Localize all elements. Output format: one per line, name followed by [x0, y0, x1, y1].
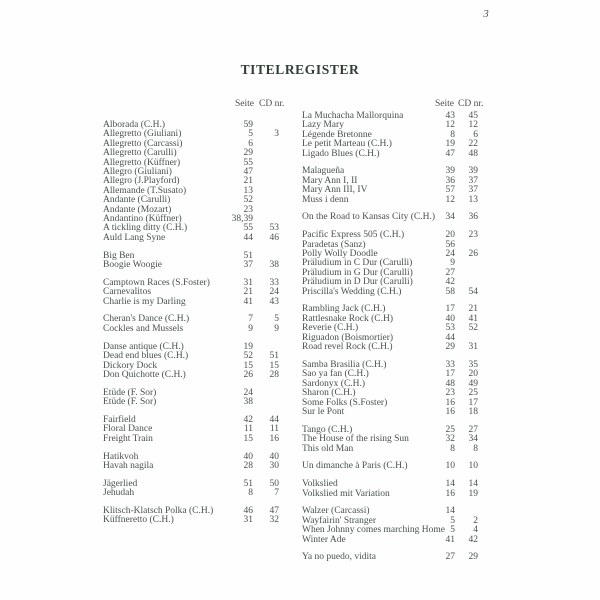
song-title: Fairfield	[103, 414, 136, 425]
song-title: Polly Wolly Doodle	[302, 249, 378, 260]
cd-number-value: 37	[468, 185, 478, 196]
page-number-value: 5	[450, 525, 455, 536]
cd-number-value: 29	[468, 552, 478, 563]
song-title: Priscilla's Wedding (C.H.)	[302, 286, 402, 297]
page-number-value: 55	[243, 223, 253, 234]
song-title: This old Man	[302, 443, 354, 454]
song-title: Rambling Jack (C.H.)	[302, 304, 386, 315]
cd-number-value: 47	[269, 505, 279, 516]
cd-number-value: 13	[468, 194, 478, 205]
page-number-value: 5	[450, 515, 455, 526]
cd-number-value: 30	[269, 460, 279, 471]
song-title: Charlie is my Darling	[103, 296, 186, 307]
cd-number-value	[253, 159, 279, 168]
song-title: Andantino (Küffner)	[103, 214, 182, 225]
page-number-value: 47	[243, 167, 253, 178]
song-title: Pacific Express 505 (C.H.)	[302, 230, 405, 241]
song-title: Tango (C.H.)	[302, 424, 353, 435]
page-number-value: 42	[243, 414, 253, 425]
song-title: Dead end blues (C.H.)	[103, 351, 189, 362]
cd-number-value: 17	[468, 397, 478, 408]
cd-number-value: 42	[468, 534, 478, 545]
register-row	[302, 196, 478, 205]
page-number-value: 9	[248, 323, 253, 334]
song-title: Lazy Mary	[302, 120, 344, 131]
page-number-value: 21	[243, 176, 253, 187]
register-row	[103, 325, 279, 334]
song-title: Volkslied mit Variation	[302, 488, 390, 499]
cd-number-value: 25	[468, 388, 478, 399]
song-title: Andante (Carulli)	[103, 195, 171, 206]
entry-group	[103, 416, 279, 444]
page-number-value: 36	[445, 175, 455, 186]
song-title: Sardonyx (C.H.)	[302, 378, 366, 389]
entry-group	[302, 507, 478, 545]
page-number-value: 37	[243, 260, 253, 271]
register-row	[302, 553, 478, 562]
song-title: Sharon (C.H.)	[302, 388, 356, 399]
register-row	[103, 371, 279, 380]
page-number-value: 38,39	[231, 214, 253, 225]
column-header-seite-right: Seite	[435, 99, 454, 109]
cd-number-value	[253, 177, 279, 186]
column-header-cd-left: CD nr.	[259, 99, 285, 109]
song-title: Etüde (F. Sor)	[103, 387, 157, 398]
song-title: Volkslied	[302, 479, 338, 490]
cd-number-value: 28	[269, 369, 279, 380]
song-title: Walzer (Carcassi)	[302, 506, 370, 517]
song-title: Riguadon (Boismortier)	[302, 332, 394, 343]
cd-number-value	[455, 269, 478, 278]
register-row	[302, 408, 478, 417]
page-number-value: 51	[243, 478, 253, 489]
song-title: La Muchacha Mallorquina	[302, 111, 404, 121]
register-row	[103, 489, 279, 498]
song-title: Präludium in D Dur (Carulli)	[302, 277, 413, 288]
page-number-value: 7	[248, 314, 253, 325]
cd-number-value: 20	[468, 369, 478, 380]
song-title: Klitsch-Klatsch Polka (C.H.)	[103, 505, 214, 516]
page-number-value: 48	[445, 378, 455, 389]
page-number-value: 56	[445, 239, 455, 250]
song-title: Etüde (F. Sor)	[103, 397, 157, 408]
page-number-value: 19	[445, 139, 455, 150]
page-number-value: 41	[445, 534, 455, 545]
cd-number-value: 26	[468, 249, 478, 260]
entry-group	[103, 389, 279, 408]
cd-number-value: 18	[468, 406, 478, 417]
song-title: The House of the rising Sun	[302, 434, 409, 445]
page-number-value: 12	[445, 120, 455, 131]
cd-number-value: 27	[468, 424, 478, 435]
page-number-value: 39	[445, 166, 455, 177]
cd-number-value: 51	[269, 351, 279, 362]
song-title: A tickling ditty (C.H.)	[103, 223, 188, 234]
song-title: On the Road to Kansas City (C.H.)	[302, 212, 435, 223]
cd-number-value: 32	[269, 515, 279, 526]
entry-group	[103, 252, 279, 271]
song-title: Ya no puedo, vidita	[302, 552, 376, 563]
song-title: Allegretto (Carulli)	[103, 148, 177, 159]
song-title: Muss i denn	[302, 194, 349, 205]
column-header-seite-left: Seite	[235, 99, 254, 109]
page-number-value: 29	[445, 342, 455, 353]
page-number-value: 41	[243, 296, 253, 307]
register-row	[103, 398, 279, 407]
register-row	[302, 536, 478, 545]
cd-number-value: 50	[269, 478, 279, 489]
page-number-value: 46	[243, 505, 253, 516]
page-number: 3	[483, 8, 489, 20]
cd-number-value: 22	[468, 139, 478, 150]
page-number-value: 23	[445, 388, 455, 399]
page-number-value: 28	[243, 460, 253, 471]
cd-number-value: 14	[468, 479, 478, 490]
cd-number-value: 24	[269, 287, 279, 298]
song-title: Präludium in C Dur (Carulli)	[302, 258, 413, 269]
entry-group	[103, 343, 279, 381]
page-number-value: 19	[243, 341, 253, 352]
register-row	[103, 516, 279, 525]
page-number-value: 24	[445, 249, 455, 260]
cd-number-value: 9	[274, 323, 279, 334]
page-number-value: 53	[445, 323, 455, 334]
entry-group	[103, 121, 279, 243]
page-number-value: 8	[450, 443, 455, 454]
page-number-value: 16	[445, 406, 455, 417]
register-row	[302, 343, 478, 352]
page-number-value: 12	[445, 194, 455, 205]
page-number-value: 14	[445, 506, 455, 517]
page-number-value: 27	[445, 267, 455, 278]
page-number-value: 26	[243, 369, 253, 380]
song-title: Jägerlied	[103, 478, 138, 489]
cd-number-value: 3	[274, 129, 279, 140]
page-number-value: 59	[243, 120, 253, 130]
cd-number-value: 8	[473, 443, 478, 454]
page-number-value: 10	[445, 461, 455, 472]
cd-number-value: 7	[274, 488, 279, 499]
song-title: Légende Bretonne	[302, 129, 372, 140]
song-title: Cheran's Dance (C.H.)	[103, 314, 190, 325]
cd-number-value: 49	[468, 378, 478, 389]
song-title: Allegretto (Giuliani)	[103, 129, 182, 140]
page-number-value: 27	[445, 552, 455, 563]
entry-group	[302, 231, 478, 297]
song-title: Allemande (T.Susato)	[103, 185, 187, 196]
register-row	[302, 445, 478, 454]
page-number-value: 29	[243, 148, 253, 159]
song-title: Wayfairin' Stranger	[302, 515, 377, 526]
cd-number-value: 38	[269, 260, 279, 271]
song-title: Auld Lang Syne	[103, 232, 166, 243]
page-number-value: 25	[445, 424, 455, 435]
page-number-value: 16	[445, 488, 455, 499]
register-row	[103, 298, 279, 307]
page-number-value: 55	[243, 157, 253, 168]
page-number-value: 52	[243, 195, 253, 206]
page-number-value: 16	[445, 397, 455, 408]
page-title: TITELREGISTER	[240, 62, 360, 77]
page-number-value: 8	[248, 488, 253, 499]
cd-number-value: 6	[473, 129, 478, 140]
entry-group	[103, 279, 279, 307]
register-row	[302, 213, 478, 222]
cd-number-value	[253, 168, 279, 177]
page-number-value: 44	[445, 332, 455, 343]
song-title: Un dimanche à Paris (C.H.)	[302, 461, 408, 472]
register-row	[103, 435, 279, 444]
song-title: Allegro (J.Playford)	[103, 176, 180, 187]
song-title: Allegretto (Küffner)	[103, 157, 181, 168]
song-title: Sao ya fan (C.H.)	[302, 369, 369, 380]
cd-number-value: 48	[468, 148, 478, 159]
entry-group	[302, 213, 478, 222]
register-column-left	[103, 121, 279, 526]
song-title: When Johnny comes marching Home	[302, 525, 445, 536]
entry-group	[103, 315, 279, 334]
song-title: Allegro (Giuliani)	[103, 167, 172, 178]
page-number-value: 5	[248, 129, 253, 140]
entry-group	[302, 112, 478, 159]
song-title: Sur le Pont	[302, 406, 345, 417]
cd-number-value: 53	[269, 223, 279, 234]
cd-number-value: 52	[468, 323, 478, 334]
page-number-value: 43	[445, 111, 455, 121]
cd-number-value: 41	[468, 313, 478, 324]
cd-number-value: 33	[269, 277, 279, 288]
cd-number-value: 4	[473, 525, 478, 536]
song-title: Carnevalitos	[103, 287, 152, 298]
song-title: Jehudah	[103, 488, 135, 499]
cd-number-value: 12	[468, 120, 478, 131]
cd-number-value: 36	[468, 212, 478, 223]
page-number-value: 15	[243, 360, 253, 371]
song-title: Le petit Marteau (C.H.)	[302, 139, 392, 150]
page-number-value: 13	[243, 185, 253, 196]
page-number-value: 31	[243, 277, 253, 288]
page-number-value: 9	[450, 258, 455, 269]
register-column-right	[302, 112, 478, 563]
register-row	[302, 150, 478, 159]
cd-number-value: 44	[269, 414, 279, 425]
entry-group	[103, 480, 279, 499]
page-number-value: 52	[243, 351, 253, 362]
cd-number-value: 46	[269, 232, 279, 243]
song-title: Paradetas (Sanz)	[302, 239, 366, 250]
page-number-value: 58	[445, 286, 455, 297]
cd-number-value: 10	[468, 461, 478, 472]
cd-number-value: 11	[269, 424, 279, 435]
song-title: Some Folks (S.Foster)	[302, 397, 388, 408]
page-number-value: 42	[445, 277, 455, 288]
song-title: Floral Dance	[103, 424, 153, 435]
page-number-value: 57	[445, 185, 455, 196]
song-title: Havah nagila	[103, 460, 154, 471]
song-title: Malagueña	[302, 166, 345, 177]
entry-group	[103, 453, 279, 472]
page-number-value: 20	[445, 230, 455, 241]
entry-group	[302, 462, 478, 471]
page-number-value: 38	[243, 397, 253, 408]
song-title: Don Quichotte (C.H.)	[103, 369, 186, 380]
song-title: Boogie Woogie	[103, 260, 162, 271]
page-number-value: 34	[445, 212, 455, 223]
song-title: Dickory Dock	[103, 360, 158, 371]
song-title: Mary Ann I, II	[302, 175, 358, 186]
song-title: Allegretto (Carcassi)	[103, 138, 183, 149]
cd-number-value: 43	[269, 296, 279, 307]
page-number-value: 47	[445, 148, 455, 159]
page-number-value: 40	[445, 313, 455, 324]
song-title: Ligado Blues (C.H.)	[302, 148, 380, 159]
page-number-value: 17	[445, 369, 455, 380]
song-title: Küffneretto (C.H.)	[103, 515, 174, 526]
cd-number-value: 23	[468, 230, 478, 241]
page-number-value: 33	[445, 359, 455, 370]
cd-number-value: 54	[468, 286, 478, 297]
entry-group	[103, 507, 279, 526]
song-title: Winter Ade	[302, 534, 346, 545]
entry-group	[302, 426, 478, 454]
song-title: Cockles and Mussels	[103, 323, 184, 334]
cd-number-value	[253, 389, 279, 398]
entry-group	[302, 553, 478, 562]
page-number-value: 6	[248, 138, 253, 149]
page-number-value: 8	[450, 129, 455, 140]
song-title: Reverie (C.H.)	[302, 323, 359, 334]
song-title: Danse antique (C.H.)	[103, 341, 184, 352]
register-row	[103, 261, 279, 270]
song-title: Mary Ann III, IV	[302, 185, 368, 196]
page-number-value: 31	[243, 515, 253, 526]
page-number-value: 23	[243, 204, 253, 215]
cd-number-value	[253, 187, 279, 196]
entry-group	[302, 361, 478, 417]
song-title: Andante (Mozart)	[103, 204, 172, 215]
register-row	[103, 234, 279, 243]
cd-number-value: 5	[274, 314, 279, 325]
page-number-value: 40	[243, 451, 253, 462]
cd-number-value	[253, 149, 279, 158]
cd-number-value	[253, 196, 279, 205]
page-number-value: 17	[445, 304, 455, 315]
page-number-value: 51	[243, 250, 253, 261]
entry-group	[302, 305, 478, 352]
register-row	[103, 462, 279, 471]
page-number-value: 44	[243, 232, 253, 243]
page-number-value: 11	[243, 424, 253, 435]
register-row	[302, 490, 478, 499]
entry-group	[302, 480, 478, 499]
column-header-cd-right: CD nr.	[458, 99, 484, 109]
cd-number-value: 37	[468, 175, 478, 186]
page-number-value: 14	[445, 479, 455, 490]
song-title: Road revel Rock (C.H.)	[302, 342, 393, 353]
register-row	[302, 288, 478, 297]
cd-number-value	[253, 398, 279, 407]
page-number-value: 15	[243, 433, 253, 444]
cd-number-value: 16	[269, 433, 279, 444]
song-title: Freight Train	[103, 433, 153, 444]
song-title: Rattlesnake Rock (C.H)	[302, 313, 394, 324]
cd-number-value	[253, 140, 279, 149]
page-number-value: 32	[445, 434, 455, 445]
cd-number-value: 19	[468, 488, 478, 499]
song-title: Samba Brasilia (C.H.)	[302, 359, 387, 370]
cd-number-value: 15	[269, 360, 279, 371]
song-title: Big Ben	[103, 250, 135, 261]
cd-number-value: 21	[468, 304, 478, 315]
cd-number-value: 2	[473, 515, 478, 526]
song-title: Präludium in G Dur (Carulli)	[302, 267, 413, 278]
cd-number-value: 34	[468, 434, 478, 445]
cd-number-value: 40	[269, 451, 279, 462]
cd-number-value	[253, 206, 279, 215]
cd-number-value: 45	[468, 111, 478, 121]
cd-number-value: 31	[468, 342, 478, 353]
song-title: Hatikvoh	[103, 451, 139, 462]
song-title: Camptown Races (S.Foster)	[103, 277, 210, 288]
register-row	[302, 462, 478, 471]
cd-number-value: 39	[468, 166, 478, 177]
cd-number-value	[455, 259, 478, 268]
cd-number-value: 35	[468, 359, 478, 370]
page-number-value: 21	[243, 287, 253, 298]
page-number-value: 24	[243, 387, 253, 398]
song-title: Alborada (C.H.)	[103, 120, 165, 130]
entry-group	[302, 167, 478, 205]
